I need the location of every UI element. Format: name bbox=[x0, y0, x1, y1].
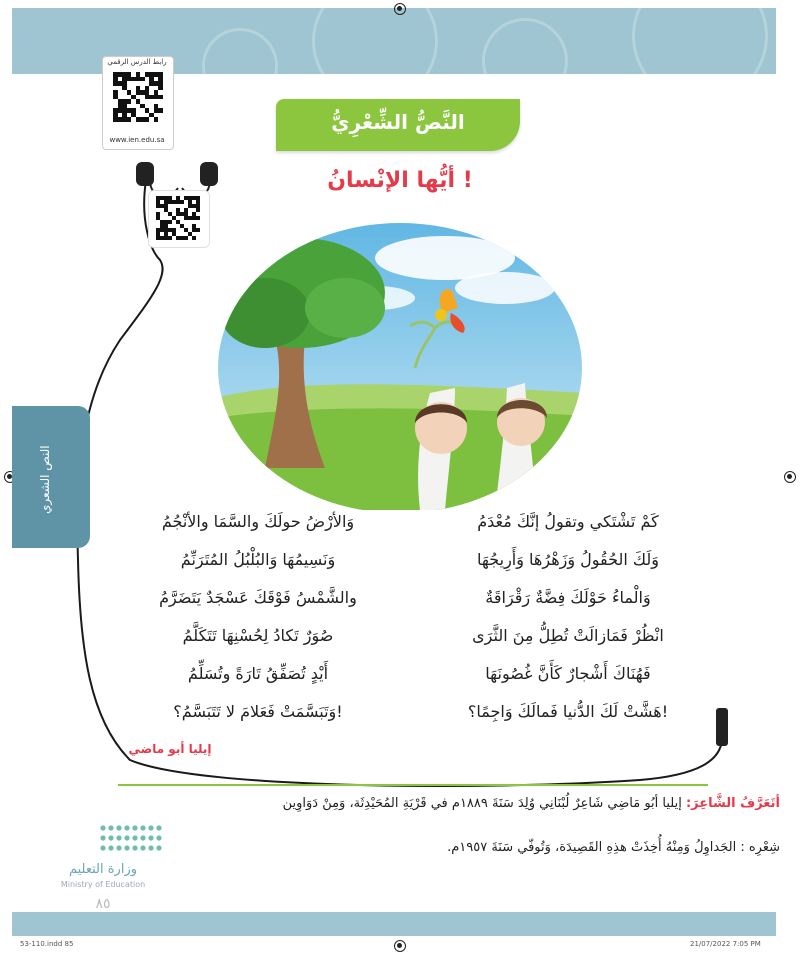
poet-name: إيليا أبو ماضي bbox=[128, 742, 212, 756]
qr-caption: رابط الدرس الرقمي bbox=[107, 58, 167, 66]
qr-url[interactable]: www.ien.edu.sa bbox=[109, 136, 165, 144]
bio-text-1: إيليا أبُو مَاضِي شَاعِرٌ لُبْنَانِي وُلِدَ سَنَةَ ١٨٨٩م في قَرْيَةِ المُحَيْدِثَة، وَمِنْ دَوَاوِين bbox=[282, 796, 682, 811]
ministry-logo-icon bbox=[98, 822, 164, 858]
poem-verse: وَنَسِيمُهَا وَالبُلْبُلُ المُتَرَنِّمُ bbox=[180, 550, 336, 569]
poem-verse: صُوَرٌ تَكادُ لِحُسْنِهَا تَتَكَلَّمُ bbox=[182, 626, 334, 645]
poem-title: أيُّها الإنْسانُ ! bbox=[327, 168, 473, 193]
bio-line-1 bbox=[110, 796, 780, 811]
ministry-name-en: Ministry of Education bbox=[60, 880, 146, 889]
page-number: ٨٥ bbox=[95, 896, 111, 912]
poem-verse: كَمْ تَشْتَكي وتقولُ إنَّكَ مُعْدَمُ bbox=[477, 512, 659, 531]
section-title: النَّصُّ الشِّعْرِيُّ bbox=[331, 110, 465, 134]
poem-verse: وَلَكَ الحُقُولُ وَزَهْرُهَا وَأَرِيجُهَا bbox=[477, 550, 659, 569]
poem-verse: هَشَّتْ لَكَ الدُّنيا فَمالَكَ وَاجِمًا؟! bbox=[467, 702, 669, 721]
bio-label: أتَعَرَّفُ الشَّاعِرَ: bbox=[685, 796, 780, 811]
poem-verse: وَالأرْضُ حولَكَ والسَّمَا والأنْجُمُ bbox=[161, 512, 355, 531]
poem-verse: والشَّمْسُ فَوْقَكَ عَسْجَدٌ يَتَضَرَّمُ bbox=[159, 588, 357, 607]
footer-stamp: 21/07/2022 7:05 PM bbox=[690, 940, 761, 948]
qr-code-icon[interactable] bbox=[156, 196, 200, 240]
divider bbox=[118, 784, 708, 786]
bio-line-2: شِعْرِه : الجَداوِلُ وَمِنْهُ أُخِذَتْ هذِهِ القَصِيدَة، وَتُوفّي سَنَةَ ١٩٥٧م. bbox=[447, 840, 780, 855]
poem-verse: أَيْدٍ تُصَفِّقُ تَارَةً وتُسَلِّمُ bbox=[187, 664, 329, 683]
side-tab-label: النص الشعري bbox=[38, 445, 52, 515]
poem-verse: انْظُرْ فَمَازالَتْ تُطِلُّ مِنَ الثَّرَى bbox=[472, 626, 664, 645]
poem-verse: وَالْماءُ حَوْلَكَ فِضَّةٌ رَقْرَاقَةٌ bbox=[485, 588, 651, 607]
poem-verse: وَتَبَسَّمَتْ فَعَلامَ لا تَتَبَسَّمُ؟! bbox=[173, 702, 343, 721]
ministry-name: وزارة التعليم bbox=[68, 862, 138, 877]
poem-verse: فَهُنَاكَ أَشْجارٌ كَأَنَّ غُصُونَهَا bbox=[485, 664, 651, 683]
poem-illustration bbox=[215, 218, 585, 510]
footer-file: 53-110.indd 85 bbox=[20, 940, 74, 948]
